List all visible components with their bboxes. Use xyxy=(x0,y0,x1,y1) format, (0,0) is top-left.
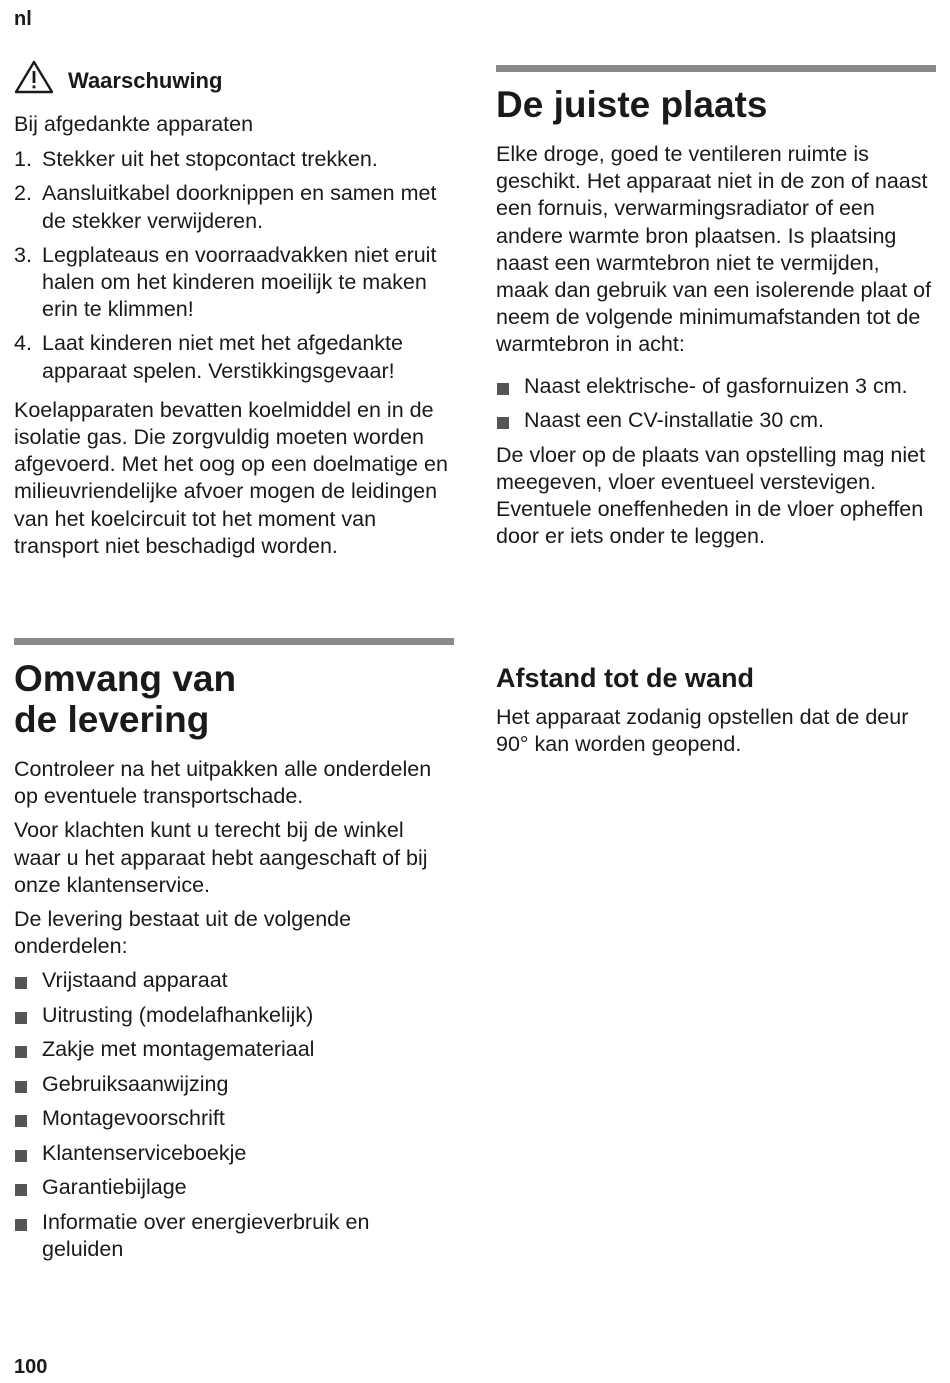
delivery-para-1: Controleer na het uitpakken alle onderdelen op eventuele transportschade. xyxy=(14,757,432,809)
section-divider xyxy=(14,638,454,645)
warning-intro: Bij afgedankte apparaten xyxy=(14,112,254,136)
square-bullet-icon xyxy=(497,417,509,429)
square-bullet-icon xyxy=(497,383,509,395)
list-item: Informatie over energieverbruik en geluiden xyxy=(14,1209,454,1263)
list-item: 1. Stekker uit het stopcontact trekken. xyxy=(14,147,378,172)
delivery-para-3: De levering bestaat uit de volgende onderdelen: xyxy=(14,907,352,959)
list-item: Zakje met montagemateriaal xyxy=(14,1036,454,1063)
list-item: Naast een CV-installatie 30 cm. xyxy=(496,407,936,434)
warning-title: Waarschuwing xyxy=(68,68,223,93)
delivery-items-list xyxy=(14,967,454,1263)
delivery-para-2: Voor klachten kunt u terecht bij de winkel waar u het apparaat hebt aangeschaft of bij onze klantenservice. xyxy=(14,818,428,897)
list-item: Klantenserviceboekje xyxy=(14,1140,454,1167)
list-item: Garantiebijlage xyxy=(14,1174,454,1201)
square-bullet-icon xyxy=(15,977,27,989)
placement-para-1: Elke droge, goed te ventileren ruimte is geschikt. Het apparaat niet in de zon of naast een fornuis, verwarmingsradiator of een andere warmte bron plaatsen. Is plaatsing naast een warmtebron niet te vermijden, maak dan gebruik van een isolerende plaat of neem de volgende minimumafstanden tot de warmtebron in acht: xyxy=(496,142,932,357)
warning-triangle-icon xyxy=(14,60,54,94)
list-item: Montagevoorschrift xyxy=(14,1105,454,1132)
list-item: 4. Laat kinderen niet met het afgedankte apparaat spelen. Verstikkingsgevaar! xyxy=(14,331,403,383)
page-number: 100 xyxy=(14,1356,48,1378)
delivery-body xyxy=(14,756,454,1271)
placement-title: De juiste plaats xyxy=(496,84,768,125)
square-bullet-icon xyxy=(15,1115,27,1127)
warning-body xyxy=(14,111,454,560)
language-code: nl xyxy=(14,8,32,30)
warning-heading xyxy=(14,60,222,94)
placement-body xyxy=(496,141,936,550)
list-item: Vrijstaand apparaat xyxy=(14,967,454,994)
list-item: 2. Aansluitkabel doorknippen en samen met de stekker verwijderen. xyxy=(14,181,437,233)
wall-distance-text: Het apparaat zodanig opstellen dat de deur 90° kan worden geopend. xyxy=(496,705,909,757)
disposal-steps xyxy=(14,146,454,385)
wall-distance-title: Afstand tot de wand xyxy=(496,663,754,693)
refrigerant-note: Koelapparaten bevatten koelmiddel en in de isolatie gas. Die zorgvuldig moeten worden afgevoerd. Met het oog op een doelmatige en milieuvriendelijke afvoer mogen de leidingen van het koelcircuit tot het moment van transport niet beschadigd worden. xyxy=(14,397,448,558)
placement-para-2: De vloer op de plaats van opstelling mag niet meegeven, vloer eventueel verstevigen. Eventuele oneffenheden in de vloer opheffen door er iets onder te leggen. xyxy=(496,442,926,549)
delivery-title: Omvang van de levering xyxy=(14,658,237,740)
minimum-distance-list xyxy=(496,373,936,435)
list-item: Naast elektrische- of gasfornuizen 3 cm. xyxy=(496,373,936,400)
square-bullet-icon xyxy=(15,1184,27,1196)
list-item: 3. Legplateaus en voorraadvakken niet eruit halen om het kinderen moeilijk te maken erin te klimmen! xyxy=(14,242,437,322)
square-bullet-icon xyxy=(15,1081,27,1093)
section-divider xyxy=(496,65,936,72)
square-bullet-icon xyxy=(15,1219,27,1231)
square-bullet-icon xyxy=(15,1012,27,1024)
list-item: Gebruiksaanwijzing xyxy=(14,1071,454,1098)
square-bullet-icon xyxy=(15,1046,27,1058)
list-item: Uitrusting (modelafhankelijk) xyxy=(14,1002,454,1029)
square-bullet-icon xyxy=(15,1150,27,1162)
